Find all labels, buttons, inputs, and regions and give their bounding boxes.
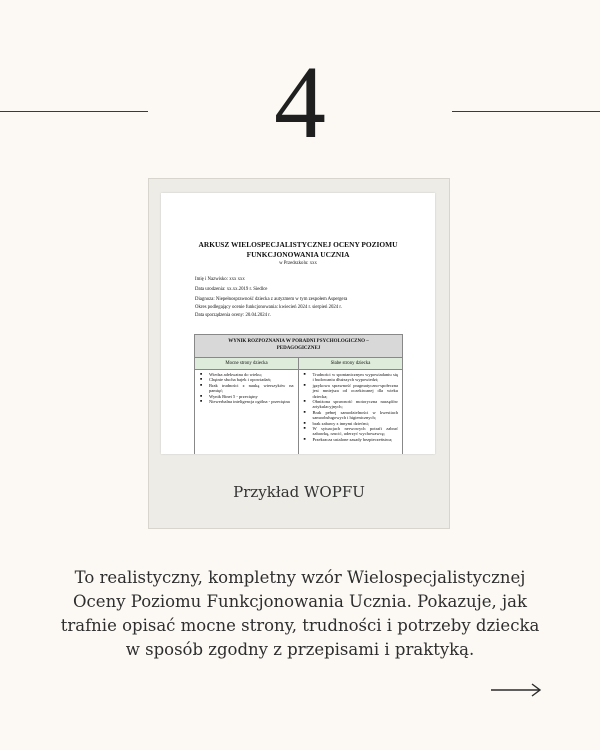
slide-number: 4 (274, 45, 326, 160)
description-text (40, 566, 560, 662)
meta-assessment-date: Data sporządzenia oceny: 20.04.2024 r. (195, 313, 271, 318)
result-table (194, 334, 403, 454)
list-item: ■ Brak trudności z nauką wierszyków na pamięć; (199, 383, 294, 394)
table-body (195, 370, 402, 454)
list-item: ■ Wiedza adekwatna do wieku; (199, 372, 294, 377)
document-preview (161, 193, 435, 454)
list-item: ■ Trudności w spontanicznym wypowiadaniu się i budowaniu dłuższych wypowiedzi; (303, 372, 399, 383)
weak-sides-column (299, 370, 403, 454)
weak-sides-header: Słabe strony dziecka (330, 361, 371, 366)
card-caption: Przykład WOPFU (233, 483, 365, 501)
document-protocol: w Przedszkolu: xxx (279, 261, 317, 266)
document-title (161, 240, 435, 259)
list-item: ■ W sytuacjach nerwowych potrafi zabrać zabawkę, rzucić, uderzyć wychowawcę; (303, 426, 399, 437)
table-header-line: PEDAGOGICZNEJ (276, 345, 321, 351)
table-header-line: WYNIK ROZPOZNANIA W PORADNI PSYCHOLOGICZNO – (228, 339, 369, 344)
meta-birthdate: Data urodzenia: xx.xx.2019 r. Siedlce (195, 287, 268, 292)
meta-period: Okres podlegający ocenie funkcjonowania: kwiecień 2024 r. sierpień 2024 r. (195, 305, 342, 310)
strong-sides-column (195, 370, 299, 454)
list-item: ■ Wynik Binet 5 - przeciętny (199, 394, 294, 399)
list-item: ■ Chętnie słucha bajek i opowiadań; (199, 377, 294, 382)
long-right-arrow-icon[interactable] (490, 681, 542, 699)
example-card (148, 178, 450, 529)
list-item: ■ językowa sprawność pragmatyczno-społeczna jest mniejsza od oczekiwanej dla wieku dziecka; (303, 383, 399, 399)
table-header (195, 335, 402, 358)
description-line: w sposób zgodny z przepisami i praktyką. (125, 640, 475, 659)
list-item: ■ Obniżona sprawność motoryczna narządów artykulacyjnych; (303, 399, 399, 410)
list-item: ■ Niewerbalna inteligencja ogólna - przeciętna (199, 399, 294, 404)
table-subheader (195, 358, 402, 370)
document-title-line: FUNKCJONOWANIA UCZNIA (246, 249, 350, 259)
description-line: Oceny Poziomu Funkcjonowania Ucznia. Pokazuje, jak (73, 592, 527, 611)
list-item: ■ Brak pełnej samodzielności w kwestiach samoobsługowych i higienicznych; (303, 410, 399, 421)
list-item: ■ brak zabawy z innymi dziećmi; (303, 421, 399, 426)
meta-diagnosis: Diagnoza: Niepełnosprawność dziecka z autyzmem w tym zespołem Aspergera (195, 297, 348, 302)
document-title-line: ARKUSZ WIELOSPECJALISTYCZNEJ OCENY POZIOMU (198, 240, 398, 249)
list-item: ■ Przekracza ustalone zasady bezpieczeństwa; (303, 437, 399, 442)
strong-sides-header: Mocne strony dziecka (195, 358, 299, 369)
description-line: trafnie opisać mocne strony, trudności i potrzeby dziecka (60, 616, 540, 635)
meta-name: Imię i Nazwisko: xxx xxx (195, 277, 245, 282)
description-line: To realistyczny, kompletny wzór Wielospecjalistycznej (74, 568, 526, 587)
